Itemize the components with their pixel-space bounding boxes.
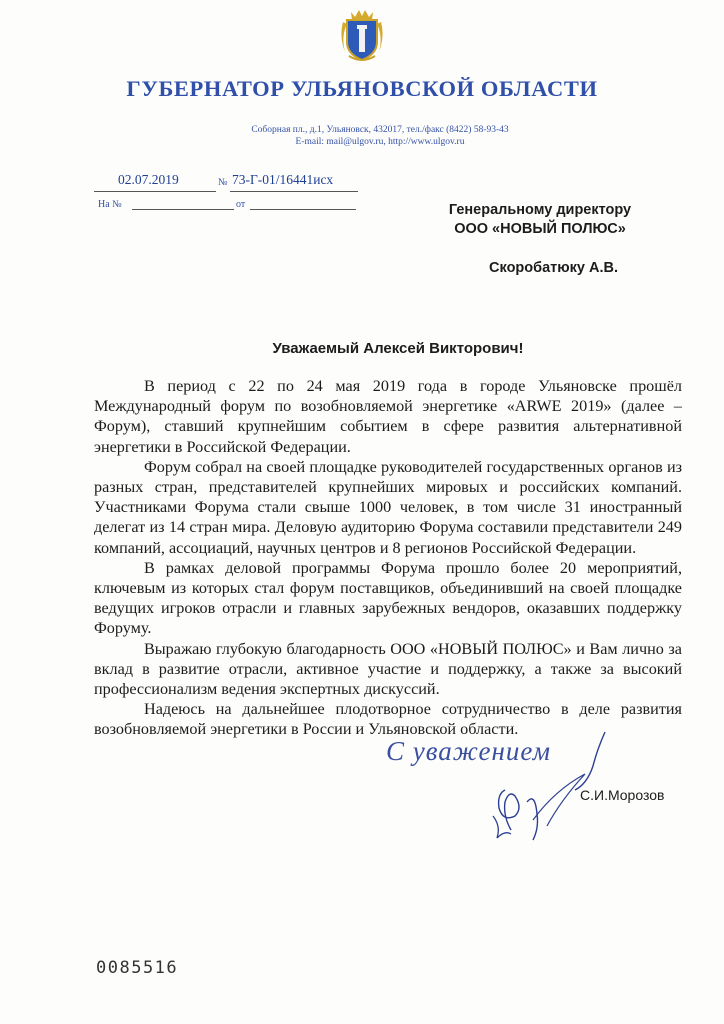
date-underline xyxy=(94,191,216,192)
registration-date: 02.07.2019 xyxy=(118,172,179,187)
paragraph: В период с 22 по 24 мая 2019 года в городе Ульяновске прошёл Международный форум по возобновляемой энергетике «ARWE 2019» (далее – Форум), ставший крупнейшим событием в сфере развития альтернативной энергетики в Российской Федерации. xyxy=(94,377,682,456)
paragraph: Надеюсь на дальнейшее плодотворное сотрудничество в деле развития возобновляемой энергетики в России и Ульяновской области. xyxy=(94,700,682,739)
number-underline xyxy=(230,191,358,192)
issuer-contacts xyxy=(220,124,540,148)
issuer-address: Соборная пл., д.1, Ульяновск, 432017, тел./факс (8422) 58-93-43 xyxy=(251,125,509,135)
salutation: Уважаемый Алексей Викторович! xyxy=(272,340,524,357)
registration-number: 73-Г-01/16441исх xyxy=(232,172,334,187)
reply-to-label: На № xyxy=(98,199,122,210)
signer-name: С.И.Морозов xyxy=(580,787,665,803)
addressee-company: ООО «НОВЫЙ ПОЛЮС» xyxy=(454,221,626,237)
serial-number: 0085516 xyxy=(96,958,179,978)
reply-from-label: от xyxy=(236,199,246,210)
handwritten-closing: С уважением xyxy=(386,736,551,766)
addressee-position xyxy=(440,201,640,239)
issuer-email: E-mail: mail@ulgov.ru, http://www.ulgov.ru xyxy=(295,137,465,147)
letter-body xyxy=(94,376,682,740)
addressee-name: Скоробатюку А.В. xyxy=(489,260,618,276)
coat-of-arms-icon xyxy=(337,6,387,64)
issuer-title: ГУБЕРНАТОР УЛЬЯНОВСКОЙ ОБЛАСТИ xyxy=(126,76,598,101)
paragraph: Форум собрал на своей площадке руководителей государственных органов из разных стран, представителей крупнейших мировых и российских компаний. Участниками Форума стали свыше 1000 человек, в том числе 31 иностранный делегат из 14 стран мира. Деловую аудиторию Форума составили представители 249 компаний, ассоциаций, научных центров и 8 регионов Российской Федерации. xyxy=(94,457,682,557)
reply-from-underline xyxy=(250,209,356,210)
reply-to-underline xyxy=(132,209,234,210)
paragraph: Выражаю глубокую благодарность ООО «НОВЫЙ ПОЛЮС» и Вам лично за вклад в развитие отрасли, активное участие и поддержку, а также за высокий профессионализм ведения экспертных дискуссий. xyxy=(94,639,682,699)
paragraph: В рамках деловой программы Форума прошло более 20 мероприятий, ключевым из которых стал форум поставщиков, объединивший на своей площадке ведущих игроков отрасли и главных зарубежных вендоров, оказавших поддержку Форуму. xyxy=(94,558,682,638)
addressee-position-line1: Генеральному директору xyxy=(448,202,632,218)
registration-number-label: № xyxy=(218,177,228,188)
